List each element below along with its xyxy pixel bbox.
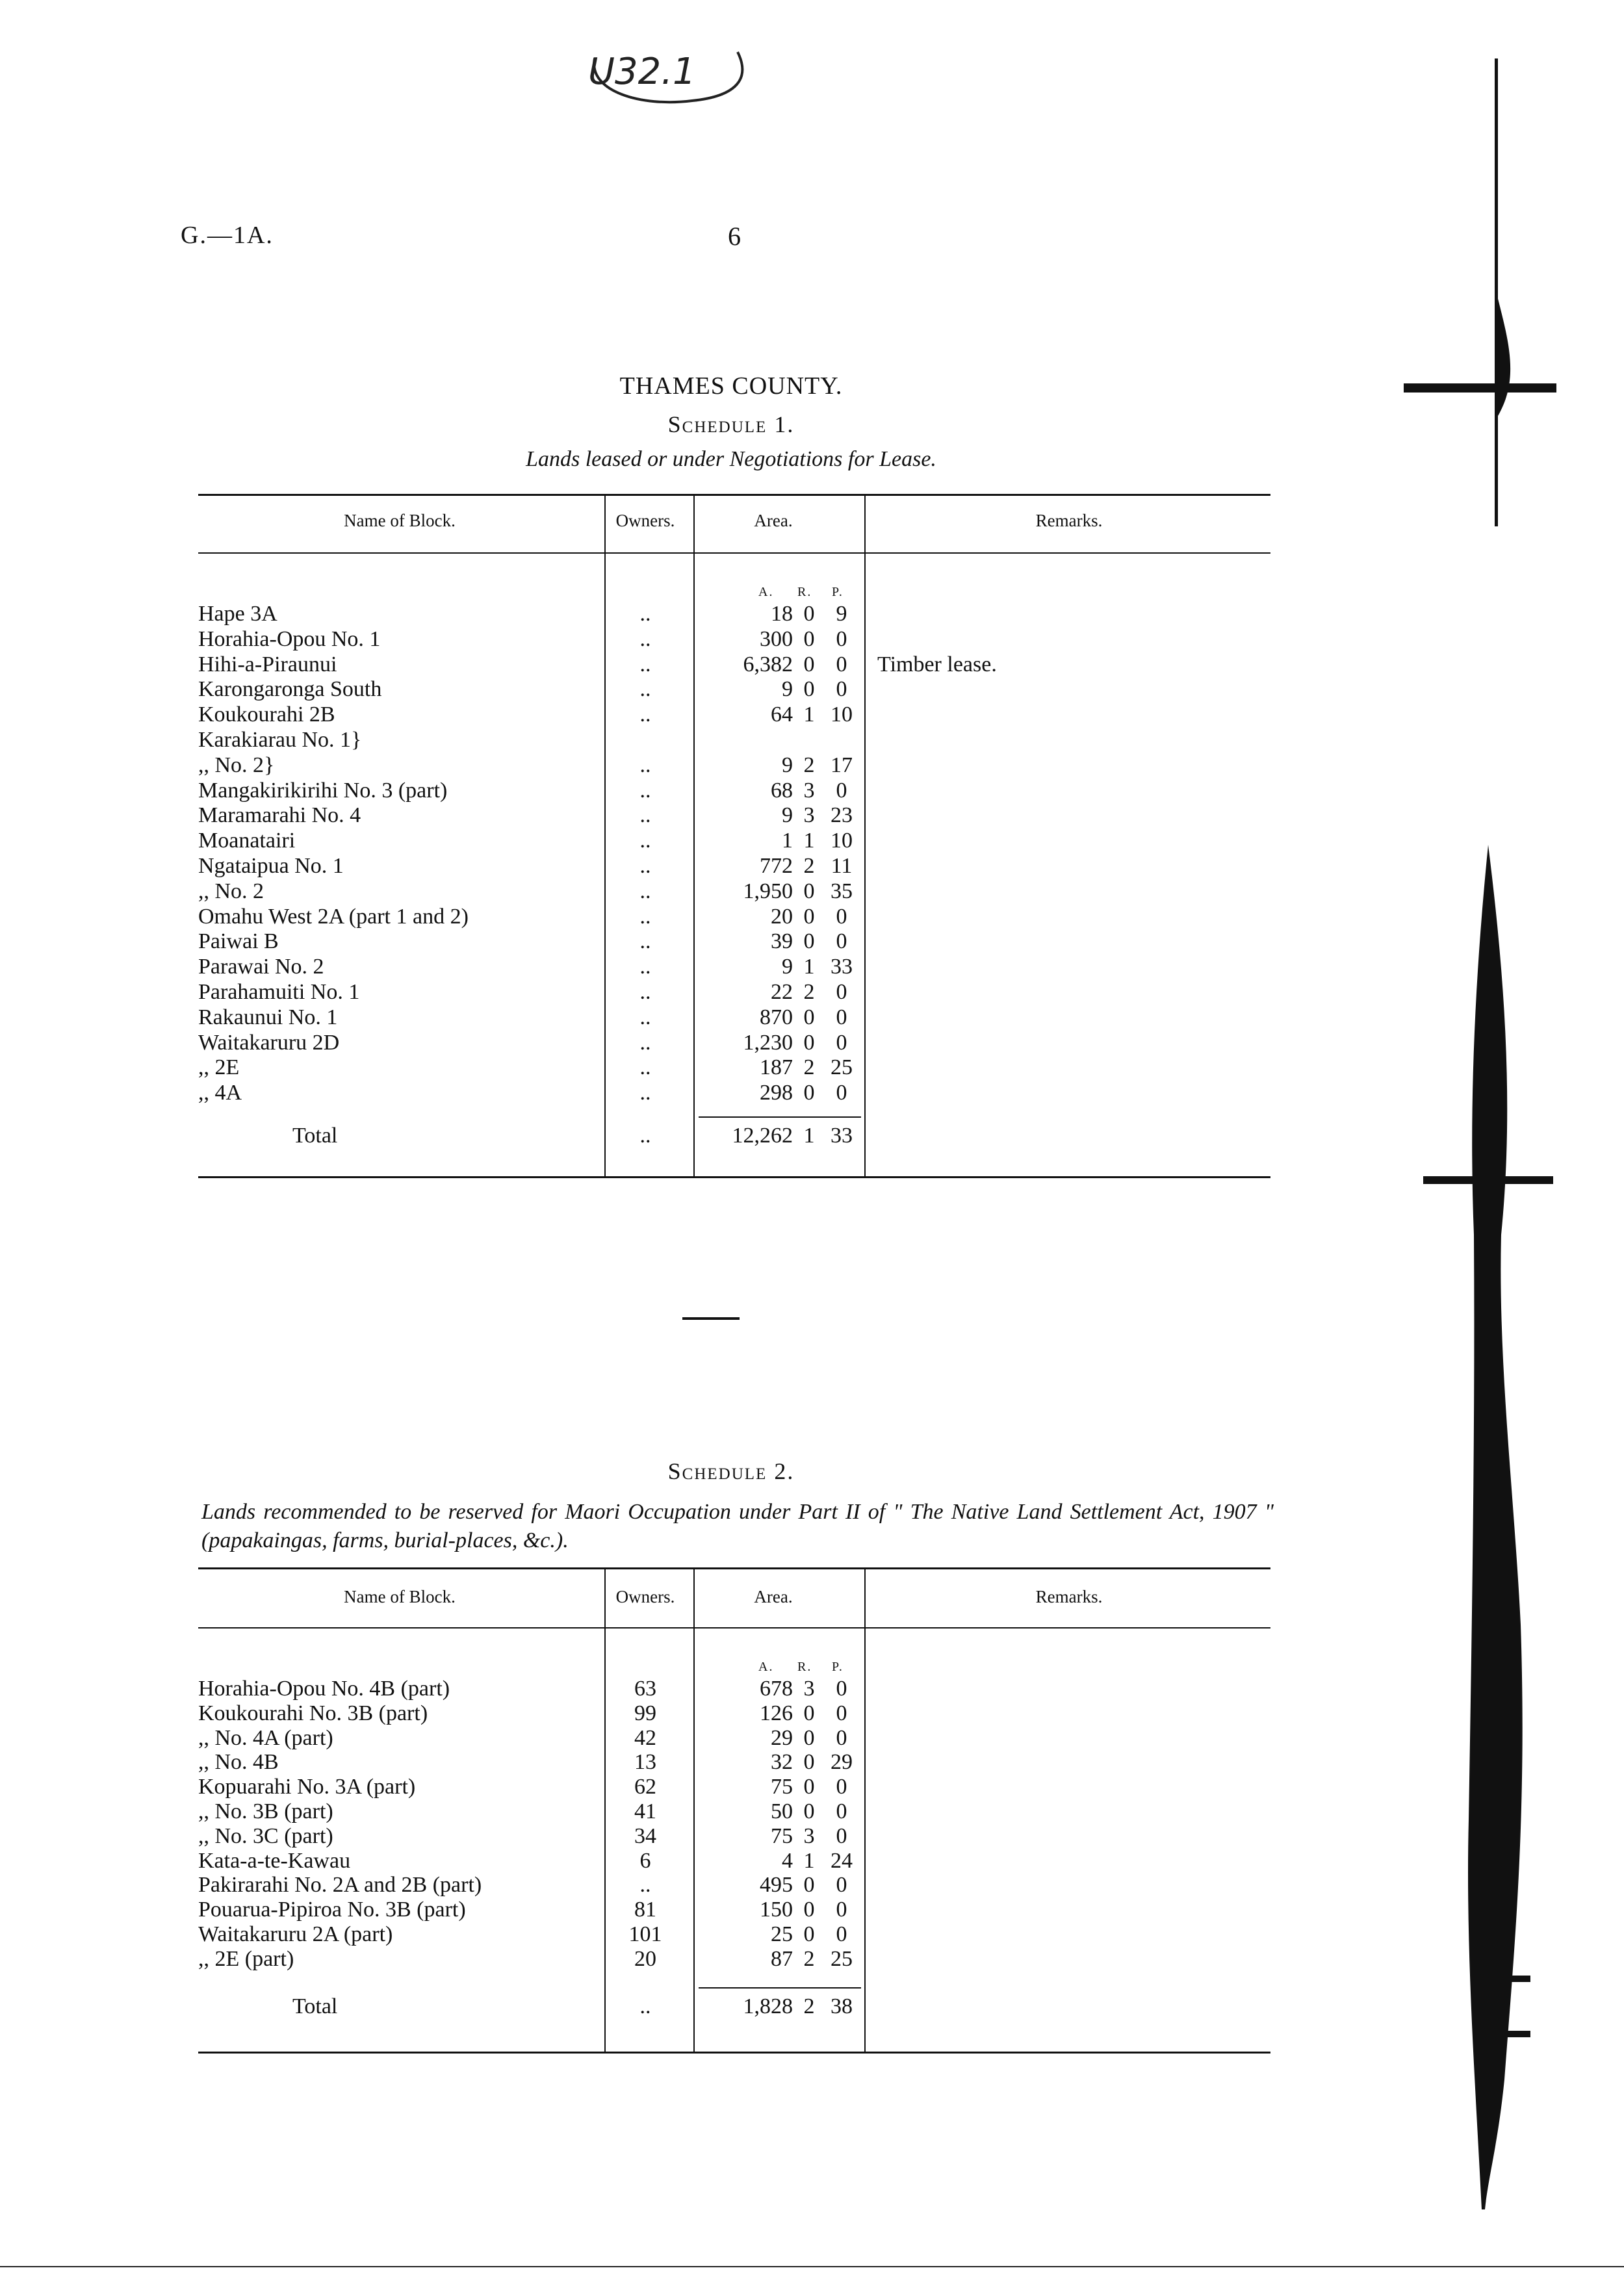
acres-cell: 187 bbox=[760, 1055, 793, 1080]
owners-cell: .. bbox=[639, 829, 651, 853]
col-header-name: Name of Block. bbox=[344, 1587, 456, 1606]
perches-cell: 0 bbox=[836, 1701, 847, 1725]
owners-cell: .. bbox=[639, 904, 651, 929]
acres-cell: 9 bbox=[782, 955, 793, 979]
roods-cell: 2 bbox=[803, 1994, 815, 2018]
perches-cell: 17 bbox=[831, 753, 853, 777]
owners-cell: .. bbox=[639, 1005, 651, 1029]
acres-cell: 25 bbox=[771, 1922, 793, 1946]
table-row bbox=[198, 1872, 1270, 1898]
block-name: ,, No. 3B (part) bbox=[198, 1799, 333, 1823]
block-name: Koukourahi No. 3B (part) bbox=[198, 1701, 428, 1725]
block-name: Hihi-a-Piraunui bbox=[198, 652, 337, 676]
acres-cell: 298 bbox=[760, 1081, 793, 1105]
roods-cell: 0 bbox=[803, 1725, 815, 1750]
perches-cell: 0 bbox=[836, 652, 847, 676]
unit-acres: A. bbox=[758, 585, 774, 599]
block-name: ,, 4A bbox=[198, 1081, 242, 1105]
page-binding-edge bbox=[1391, 0, 1624, 2279]
roods-cell: 0 bbox=[803, 904, 815, 929]
acres-cell: 4 bbox=[782, 1848, 793, 1873]
schedule-1-subtitle: Lands leased or under Negotiations for Lease. bbox=[526, 447, 936, 471]
total-rule bbox=[699, 1987, 861, 1989]
acres-cell: 1,230 bbox=[743, 1030, 793, 1055]
col-header-remarks: Remarks. bbox=[1035, 1587, 1103, 1606]
owners-cell: 81 bbox=[634, 1898, 656, 1922]
roods-cell: 2 bbox=[803, 854, 815, 878]
block-name: Maramarahi No. 4 bbox=[198, 803, 361, 828]
col-header-remarks: Remarks. bbox=[1035, 511, 1103, 530]
table-row bbox=[198, 1676, 1270, 1701]
total-label: Total bbox=[292, 1994, 338, 2018]
unit-roods: R. bbox=[797, 585, 812, 599]
owners-cell: 99 bbox=[634, 1701, 656, 1725]
acres-cell: 1 bbox=[782, 829, 793, 853]
perches-cell: 29 bbox=[831, 1750, 853, 1775]
owners-cell: .. bbox=[639, 929, 651, 954]
page-number: 6 bbox=[728, 222, 741, 251]
owners-cell: 41 bbox=[634, 1799, 656, 1823]
acres-cell: 9 bbox=[782, 753, 793, 777]
block-name: Parahamuiti No. 1 bbox=[198, 980, 360, 1004]
block-name: Pouarua-Pipiroa No. 3B (part) bbox=[198, 1898, 466, 1922]
block-name: Moanatairi bbox=[198, 829, 296, 853]
perches-cell: 23 bbox=[831, 803, 853, 828]
table-row bbox=[198, 1080, 1270, 1105]
block-name: ,, 2E (part) bbox=[198, 1946, 294, 1971]
perches-cell: 38 bbox=[831, 1994, 853, 2018]
perches-cell: 0 bbox=[836, 929, 847, 954]
owners-cell: .. bbox=[639, 753, 651, 777]
county-title: THAMES COUNTY. bbox=[619, 372, 843, 400]
block-name: Mangakirikirihi No. 3 (part) bbox=[198, 778, 448, 803]
section-divider bbox=[682, 1317, 740, 1320]
block-name: Rakaunui No. 1 bbox=[198, 1005, 338, 1029]
table-row bbox=[198, 803, 1270, 828]
roods-cell: 3 bbox=[803, 1823, 815, 1848]
col-header-area: Area. bbox=[754, 1587, 793, 1606]
roods-cell: 0 bbox=[803, 929, 815, 954]
owners-cell: .. bbox=[639, 626, 651, 651]
owners-cell: .. bbox=[639, 1030, 651, 1055]
total-row bbox=[198, 1123, 1270, 1148]
roods-cell: 1 bbox=[803, 829, 815, 853]
acres-cell: 87 bbox=[771, 1946, 793, 1971]
block-name: ,, No. 2} bbox=[198, 753, 275, 777]
table-row bbox=[198, 652, 1270, 677]
roods-cell: 0 bbox=[803, 879, 815, 903]
table-row bbox=[198, 1922, 1270, 1947]
perches-cell: 0 bbox=[836, 980, 847, 1004]
acres-cell: 772 bbox=[760, 854, 793, 878]
acres-cell: 20 bbox=[771, 904, 793, 929]
table-row bbox=[198, 601, 1270, 626]
acres-cell: 150 bbox=[760, 1898, 793, 1922]
acres-cell: 126 bbox=[760, 1701, 793, 1725]
roods-cell: 1 bbox=[803, 955, 815, 979]
owners-cell: 62 bbox=[634, 1775, 656, 1799]
table-row bbox=[198, 1774, 1270, 1799]
roods-cell: 0 bbox=[803, 1898, 815, 1922]
block-name: ,, 2E bbox=[198, 1055, 240, 1080]
total-rule bbox=[699, 1116, 861, 1118]
unit-perches: P. bbox=[832, 1660, 844, 1674]
table-row bbox=[198, 1897, 1270, 1922]
roods-cell: 1 bbox=[803, 1124, 815, 1148]
roods-cell: 0 bbox=[803, 652, 815, 676]
block-name: Hape 3A bbox=[198, 602, 277, 626]
page-bottom-edge bbox=[0, 2266, 1624, 2267]
acres-cell: 870 bbox=[760, 1005, 793, 1029]
perches-cell: 0 bbox=[836, 626, 847, 651]
block-name: Paiwai B bbox=[198, 929, 279, 954]
acres-cell: 9 bbox=[782, 803, 793, 828]
perches-cell: 24 bbox=[831, 1848, 853, 1873]
owners-cell: .. bbox=[639, 702, 651, 727]
acres-cell: 22 bbox=[771, 980, 793, 1004]
table-row bbox=[198, 1701, 1270, 1726]
schedule-2-title: Schedule 2. bbox=[667, 1458, 795, 1484]
unit-perches: P. bbox=[832, 585, 844, 599]
table-row bbox=[198, 1848, 1270, 1873]
block-name: ,, No. 4A (part) bbox=[198, 1725, 333, 1750]
perches-cell: 0 bbox=[836, 1677, 847, 1701]
owners-cell: 42 bbox=[634, 1725, 656, 1750]
perches-cell: 0 bbox=[836, 1081, 847, 1105]
header-bottom-rule bbox=[198, 1627, 1270, 1629]
col-header-name: Name of Block. bbox=[344, 511, 456, 530]
block-name: Kopuarahi No. 3A (part) bbox=[198, 1775, 416, 1799]
roods-cell: 0 bbox=[803, 1775, 815, 1799]
owners-cell: .. bbox=[639, 1124, 651, 1148]
perches-cell: 0 bbox=[836, 1873, 847, 1898]
roods-cell: 0 bbox=[803, 1799, 815, 1823]
owners-cell: 6 bbox=[639, 1848, 651, 1873]
acres-cell: 32 bbox=[771, 1750, 793, 1775]
table-row bbox=[198, 828, 1270, 853]
schedule-1-title: Schedule 1. bbox=[667, 411, 795, 437]
owners-cell: 101 bbox=[628, 1922, 662, 1946]
col-header-area: Area. bbox=[754, 511, 793, 530]
block-name: Koukourahi 2B bbox=[198, 702, 335, 727]
roods-cell: 0 bbox=[803, 1701, 815, 1725]
col-header-owners: Owners. bbox=[615, 511, 675, 530]
owners-cell: .. bbox=[639, 1081, 651, 1105]
owners-cell: 13 bbox=[634, 1750, 656, 1775]
table-row bbox=[198, 1823, 1270, 1849]
perches-cell: 10 bbox=[831, 702, 853, 727]
col-header-owners: Owners. bbox=[615, 1587, 675, 1606]
perches-cell: 33 bbox=[831, 1124, 853, 1148]
table-row bbox=[198, 979, 1270, 1005]
table-bottom-rule bbox=[198, 2052, 1270, 2054]
header-bottom-rule bbox=[198, 552, 1270, 554]
roods-cell: 3 bbox=[803, 803, 815, 828]
roods-cell: 0 bbox=[803, 1873, 815, 1898]
schedule-2-subtitle: Lands recommended to be reserved for Maori Occupation under Part II of " The Native Land Settlement Act, 1907 " (papakaingas, farms, burial-places, &c.). bbox=[201, 1500, 1274, 1552]
perches-cell: 0 bbox=[836, 1030, 847, 1055]
table-row bbox=[198, 727, 1270, 753]
owners-cell: .. bbox=[639, 854, 651, 878]
acres-cell: 75 bbox=[771, 1775, 793, 1799]
table-row bbox=[198, 1005, 1270, 1030]
roods-cell: 2 bbox=[803, 1946, 815, 1971]
table-row bbox=[198, 1055, 1270, 1080]
perches-cell: 35 bbox=[831, 879, 853, 903]
block-name: Karakiarau No. 1} bbox=[198, 728, 362, 752]
roods-cell: 2 bbox=[803, 980, 815, 1004]
acres-cell: 678 bbox=[760, 1677, 793, 1701]
acres-cell: 29 bbox=[771, 1725, 793, 1750]
perches-cell: 9 bbox=[836, 602, 847, 626]
table-row bbox=[198, 929, 1270, 954]
acres-cell: 75 bbox=[771, 1823, 793, 1848]
table-row bbox=[198, 702, 1270, 727]
table-row bbox=[198, 753, 1270, 778]
roods-cell: 2 bbox=[803, 1055, 815, 1080]
unit-roods: R. bbox=[797, 1660, 812, 1674]
block-name: ,, No. 2 bbox=[198, 879, 264, 903]
table-top-rule bbox=[198, 494, 1270, 496]
roods-cell: 0 bbox=[803, 1750, 815, 1775]
block-name: Waitakaruru 2D bbox=[198, 1030, 340, 1055]
table-row bbox=[198, 1749, 1270, 1775]
owners-cell: .. bbox=[639, 879, 651, 903]
acres-cell: 50 bbox=[771, 1799, 793, 1823]
owners-cell: .. bbox=[639, 1873, 651, 1898]
table-row bbox=[198, 1799, 1270, 1824]
acres-cell: 495 bbox=[760, 1873, 793, 1898]
block-name: Pakirarahi No. 2A and 2B (part) bbox=[198, 1873, 482, 1898]
roods-cell: 2 bbox=[803, 753, 815, 777]
block-name: Karongaronga South bbox=[198, 677, 382, 702]
roods-cell: 0 bbox=[803, 1030, 815, 1055]
owners-cell: .. bbox=[639, 652, 651, 676]
perches-cell: 11 bbox=[831, 854, 853, 878]
perches-cell: 25 bbox=[831, 1946, 853, 1971]
acres-cell: 18 bbox=[771, 602, 793, 626]
block-name: Horahia-Opou No. 1 bbox=[198, 626, 381, 651]
owners-cell: .. bbox=[639, 602, 651, 626]
page-reference: G.—1A. bbox=[181, 222, 274, 249]
perches-cell: 0 bbox=[836, 1898, 847, 1922]
acres-cell: 300 bbox=[760, 626, 793, 651]
perches-cell: 0 bbox=[836, 904, 847, 929]
perches-cell: 0 bbox=[836, 677, 847, 702]
block-name: Ngataipua No. 1 bbox=[198, 854, 344, 878]
table-row bbox=[198, 904, 1270, 929]
total-row bbox=[198, 1994, 1270, 2019]
roods-cell: 0 bbox=[803, 1005, 815, 1029]
perches-cell: 0 bbox=[836, 1775, 847, 1799]
table-row bbox=[198, 778, 1270, 803]
owners-cell: .. bbox=[639, 677, 651, 702]
table-row bbox=[198, 626, 1270, 652]
perches-cell: 0 bbox=[836, 1823, 847, 1848]
perches-cell: 0 bbox=[836, 1799, 847, 1823]
roods-cell: 0 bbox=[803, 677, 815, 702]
block-name: Horahia-Opou No. 4B (part) bbox=[198, 1677, 450, 1701]
schedule-1-table bbox=[198, 494, 1270, 1183]
acres-cell: 6,382 bbox=[743, 652, 793, 676]
table-row bbox=[198, 1946, 1270, 1972]
perches-cell: 0 bbox=[836, 778, 847, 803]
acres-cell: 1,828 bbox=[743, 1994, 793, 2018]
block-name: Omahu West 2A (part 1 and 2) bbox=[198, 904, 469, 929]
perches-cell: 0 bbox=[836, 1005, 847, 1029]
block-name: ,, No. 3C (part) bbox=[198, 1823, 333, 1848]
table-row bbox=[198, 954, 1270, 979]
acres-cell: 1,950 bbox=[743, 879, 793, 903]
table-bottom-rule bbox=[198, 1176, 1270, 1178]
acres-cell: 9 bbox=[782, 677, 793, 702]
perches-cell: 10 bbox=[831, 829, 853, 853]
acres-cell: 39 bbox=[771, 929, 793, 954]
roods-cell: 1 bbox=[803, 702, 815, 727]
table-row bbox=[198, 1030, 1270, 1055]
owners-cell: .. bbox=[639, 803, 651, 828]
roods-cell: 3 bbox=[803, 778, 815, 803]
table-row bbox=[198, 879, 1270, 904]
perches-cell: 0 bbox=[836, 1725, 847, 1750]
table-row bbox=[198, 853, 1270, 879]
perches-cell: 25 bbox=[831, 1055, 853, 1080]
schedule-2-table bbox=[198, 1567, 1270, 2061]
owners-cell: .. bbox=[639, 955, 651, 979]
total-label: Total bbox=[292, 1124, 338, 1148]
block-name: Kata-a-te-Kawau bbox=[198, 1848, 351, 1873]
remarks-cell: Timber lease. bbox=[877, 652, 997, 676]
owners-cell: 20 bbox=[634, 1946, 656, 1971]
block-name: Waitakaruru 2A (part) bbox=[198, 1922, 393, 1946]
roods-cell: 0 bbox=[803, 626, 815, 651]
roods-cell: 1 bbox=[803, 1848, 815, 1873]
roods-cell: 0 bbox=[803, 1081, 815, 1105]
owners-cell: .. bbox=[639, 1055, 651, 1080]
acres-cell: 64 bbox=[771, 702, 793, 727]
block-name: ,, No. 4B bbox=[198, 1750, 279, 1775]
acres-cell: 68 bbox=[771, 778, 793, 803]
unit-acres: A. bbox=[758, 1660, 774, 1674]
roods-cell: 0 bbox=[803, 602, 815, 626]
perches-cell: 0 bbox=[836, 1922, 847, 1946]
owners-cell: .. bbox=[639, 980, 651, 1004]
roods-cell: 3 bbox=[803, 1677, 815, 1701]
owners-cell: 34 bbox=[634, 1823, 656, 1848]
owners-cell: .. bbox=[639, 778, 651, 803]
roods-cell: 0 bbox=[803, 1922, 815, 1946]
table-row bbox=[198, 676, 1270, 702]
owners-cell: 63 bbox=[634, 1677, 656, 1701]
block-name: Parawai No. 2 bbox=[198, 955, 324, 979]
acres-cell: 12,262 bbox=[732, 1124, 793, 1148]
table-row bbox=[198, 1725, 1270, 1751]
owners-cell: .. bbox=[639, 1994, 651, 2018]
handwritten-note: U32.1 bbox=[588, 51, 696, 93]
perches-cell: 33 bbox=[831, 955, 853, 979]
table-top-rule bbox=[198, 1567, 1270, 1569]
